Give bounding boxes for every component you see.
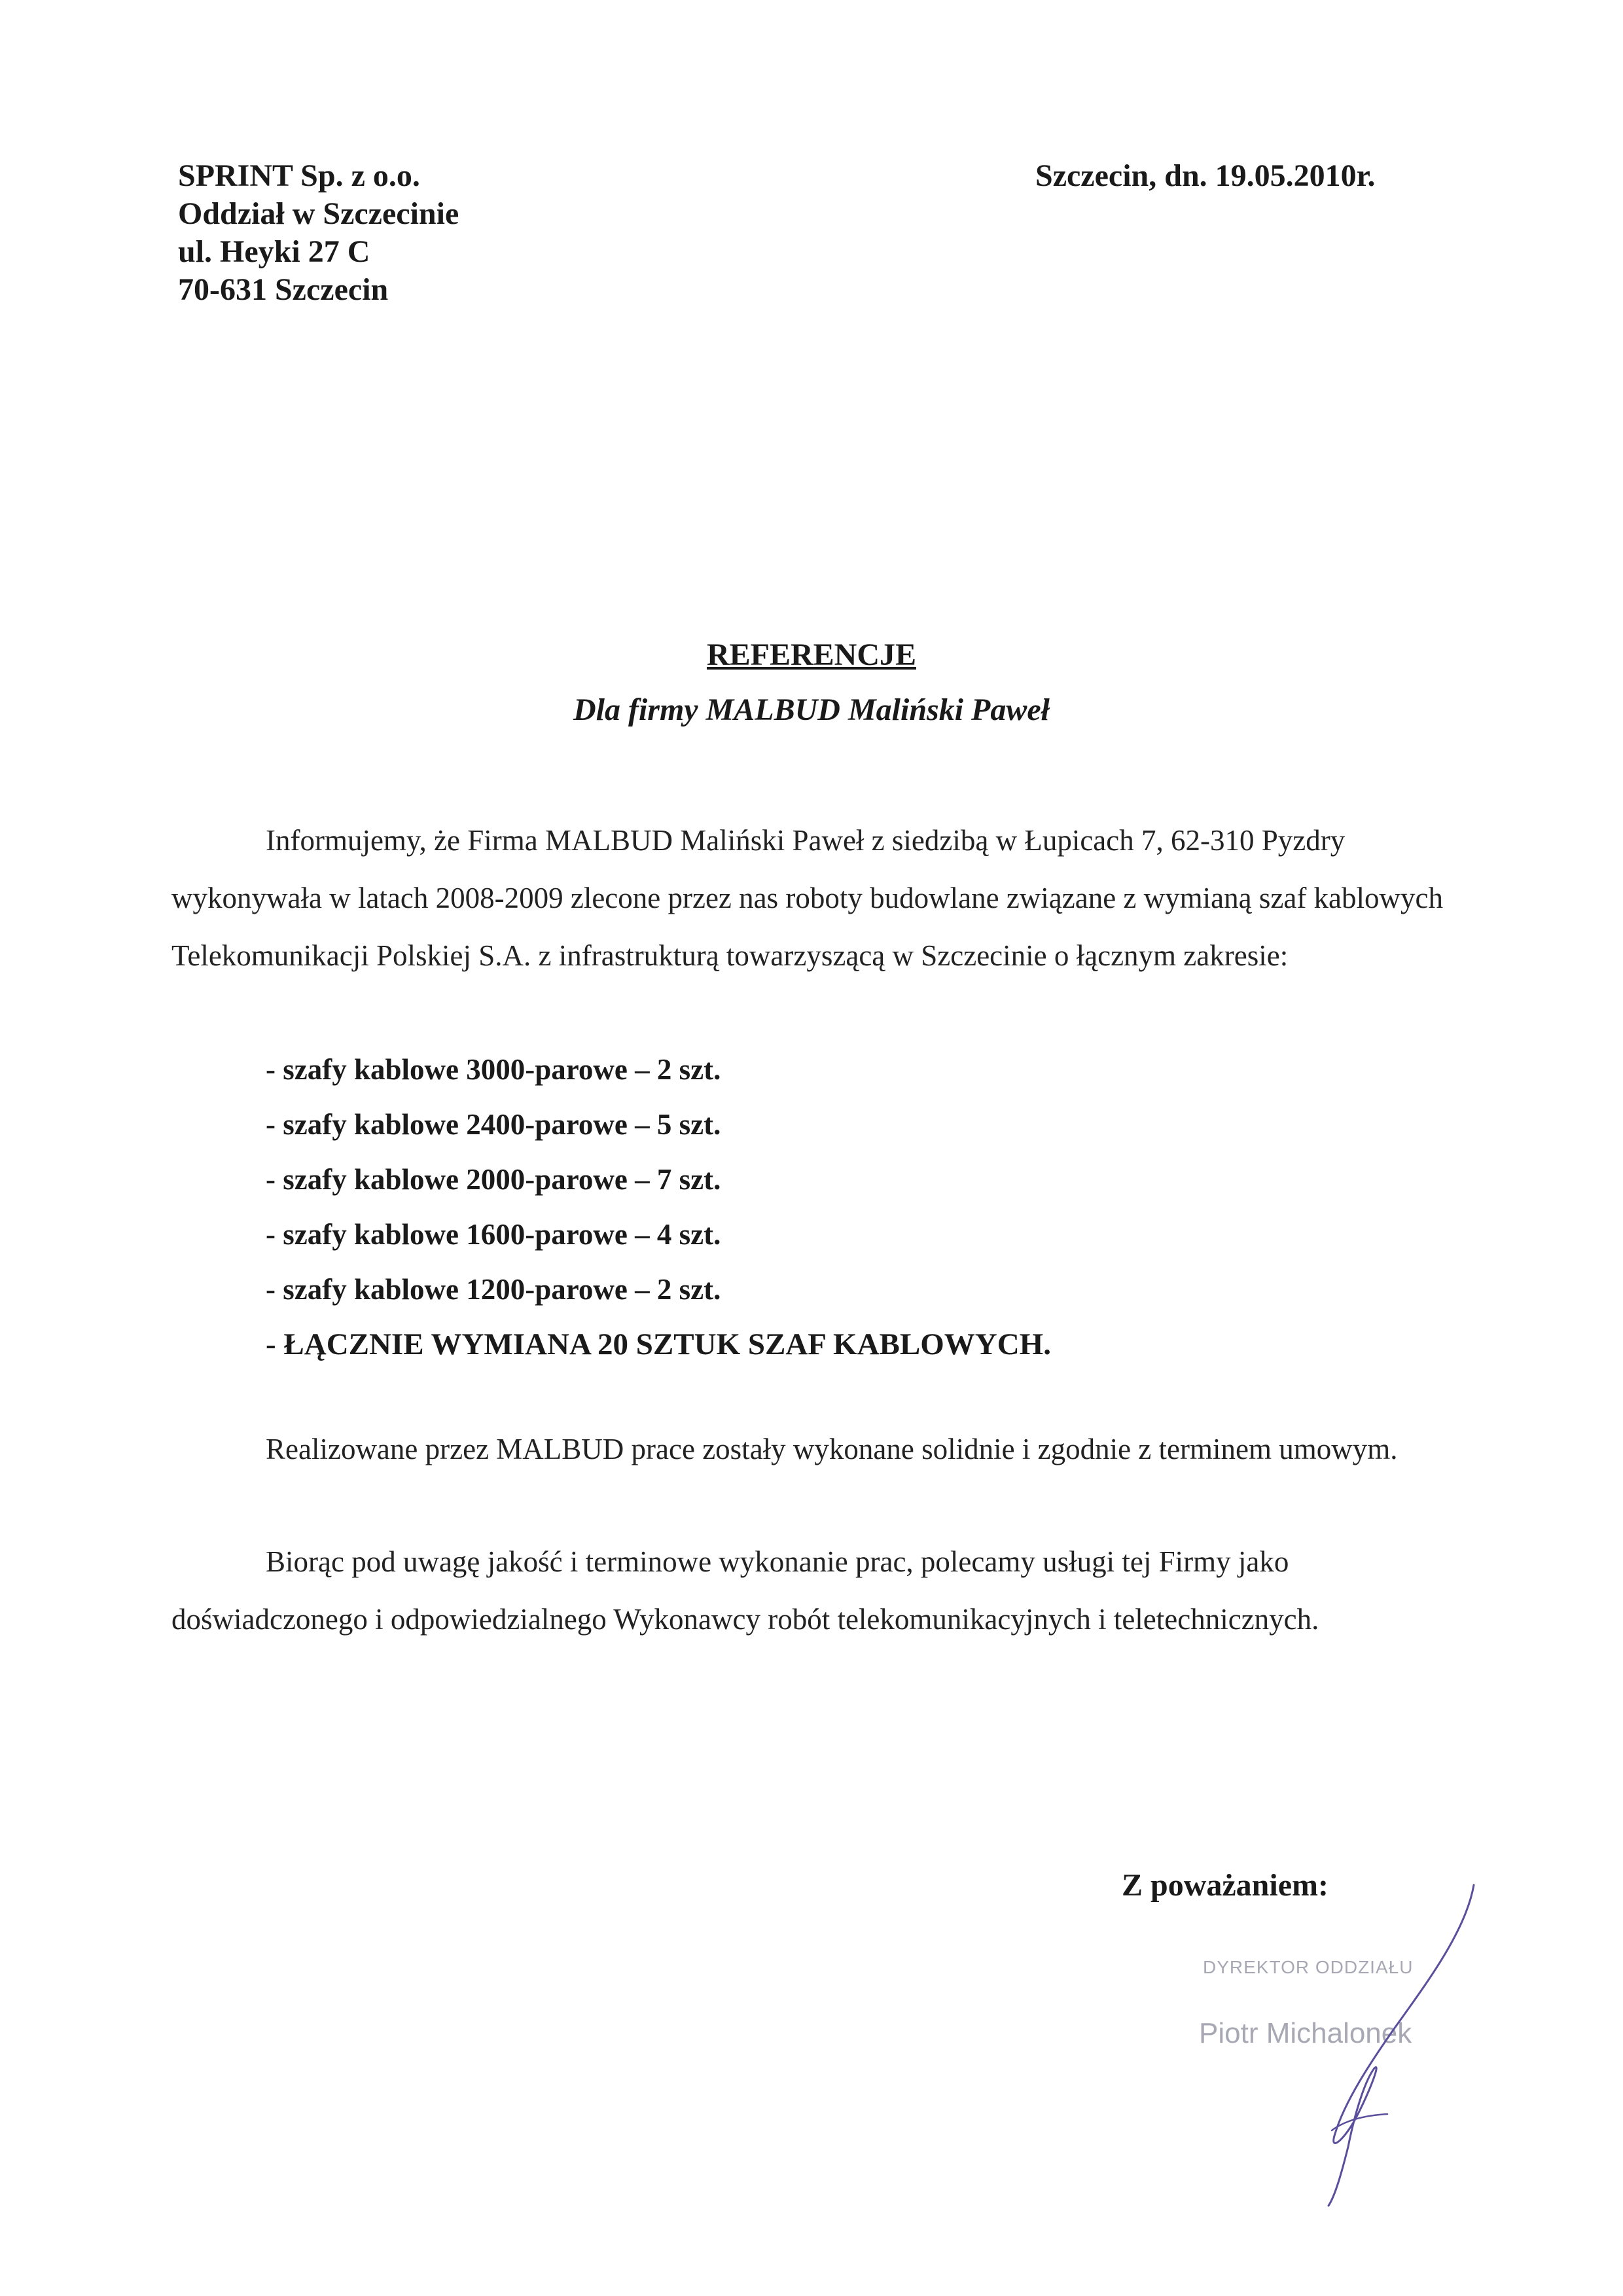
- list-item: - szafy kablowe 3000-parowe – 2 szt.: [266, 1053, 721, 1086]
- closing-salutation: Z poważaniem:: [1122, 1868, 1329, 1903]
- stamp-title: DYREKTOR ODDZIAŁU: [1203, 1957, 1414, 1977]
- sender-street: ul. Heyki 27 C: [178, 234, 370, 269]
- document-title: REFERENCJE: [706, 637, 917, 672]
- document-subtitle: Dla firmy MALBUD Maliński Paweł: [573, 692, 1050, 727]
- list-item: - szafy kablowe 1600-parowe – 4 szt.: [266, 1218, 721, 1251]
- list-item: - szafy kablowe 2400-parowe – 5 szt.: [266, 1108, 721, 1141]
- stamp-name: Piotr Michalonek: [1199, 2017, 1412, 2049]
- sender-address: [178, 157, 459, 309]
- handwritten-signature: [1230, 1872, 1518, 2212]
- quality-paragraph: Realizowane przez MALBUD prace zostały wykonane solidnie i zgodnie z terminem umowym.: [266, 1433, 1398, 1465]
- sender-city: 70-631 Szczecin: [178, 272, 389, 307]
- letter-date: Szczecin, dn. 19.05.2010r.: [1035, 158, 1376, 193]
- intro-paragraph: Informujemy, że Firma MALBUD Maliński Paweł z siedzibą w Łupicach 7, 62-310 Pyzdry wykonywała w latach 2008-2009 zlecone przez nas roboty budowlane związane z wymianą szaf kablowych Telekomunikacji Polskiej S.A. z infrastrukturą towarzyszącą w Szczecinie o łącznym zakresie:: [171, 824, 1443, 972]
- list-total: - ŁĄCZNIE WYMIANA 20 SZTUK SZAF KABLOWYCH.: [266, 1327, 1051, 1361]
- list-item: - szafy kablowe 2000-parowe – 7 szt.: [266, 1163, 721, 1196]
- sender-branch: Oddział w Szczecinie: [178, 196, 459, 231]
- sender-company: SPRINT Sp. z o.o.: [178, 158, 420, 193]
- list-item: - szafy kablowe 1200-parowe – 2 szt.: [266, 1273, 721, 1306]
- scope-list: [266, 1042, 1051, 1372]
- recommendation-paragraph: Biorąc pod uwagę jakość i terminowe wykonanie prac, polecamy usługi tej Firmy jako doświadczonego i odpowiedzialnego Wykonawcy robót telekomunikacyjnych i teletechnicznych.: [171, 1545, 1319, 1636]
